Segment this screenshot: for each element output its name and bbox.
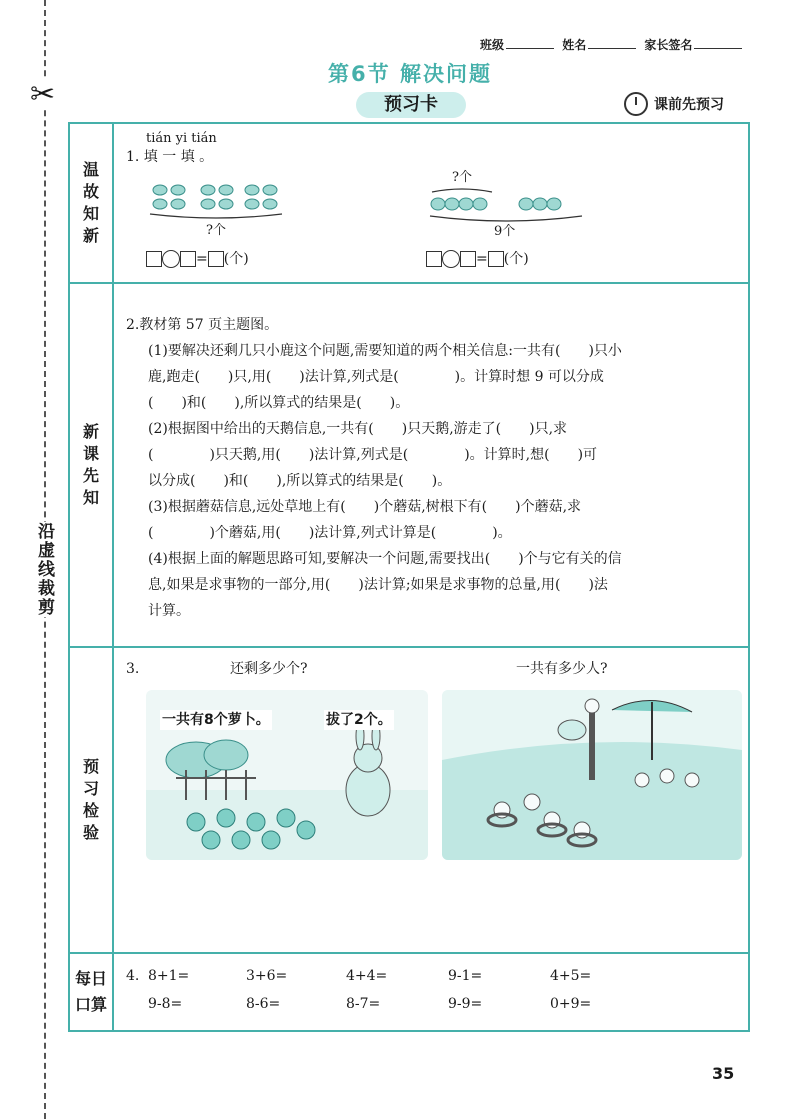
swimming-people-illustration: [442, 690, 742, 860]
operator-circle[interactable]: [442, 250, 460, 268]
class-label: 班级: [480, 38, 505, 52]
right-question-label: ?个: [452, 170, 472, 185]
q1-title: 1. 填 一 填 。: [126, 149, 214, 165]
scissors-icon: ✂: [30, 77, 56, 112]
side-label-review: 温故知新: [70, 124, 114, 282]
q2-line: (1)要解决还剩几只小鹿这个问题,需要知道的两个相关信息:一共有( )只小: [148, 343, 622, 359]
bubble-total: 一共有8个萝卜。: [162, 712, 270, 728]
side-label-new: 新课先知: [70, 284, 114, 646]
new-lesson-row: [70, 284, 748, 648]
q2-line: ( )只天鹅,用( )法计算,列式是( )。计算时,想( )可: [148, 447, 598, 463]
bubble-pulled: 拔了2个。: [326, 712, 392, 728]
q4-num: 4.: [126, 968, 140, 984]
q3-left-title: 还剩多少个?: [230, 661, 308, 677]
answer-box[interactable]: [208, 251, 224, 267]
q2-content: [126, 284, 748, 646]
q3-right-title: 一共有多少人?: [516, 661, 608, 677]
calc-item: 0+9=: [550, 996, 592, 1012]
cut-instruction: 沿虚线裁剪: [30, 522, 58, 617]
calc-item: 8-7=: [346, 996, 381, 1012]
q2-line: 以分成( )和( ),所以算式的结果是( )。: [148, 473, 452, 489]
review-row: [70, 124, 748, 284]
q2-title: 2.教材第 57 页主题图。: [126, 317, 279, 333]
calc-item: 9-1=: [448, 968, 483, 984]
calc-item: 4+5=: [550, 968, 592, 984]
right-equation: = (个): [426, 246, 529, 272]
q1-pinyin: tián yi tián: [146, 131, 217, 146]
q2-line: 计算。: [148, 603, 190, 619]
q2-line: 息,如果是求事物的一部分,用( )法计算;如果是求事物的总量,用( )法: [148, 577, 608, 593]
student-info: [480, 36, 746, 53]
name-blank[interactable]: [588, 48, 636, 49]
card-title: 预习卡: [356, 92, 466, 118]
alarm-clock-icon: [624, 92, 648, 116]
left-question-label: ?个: [206, 223, 226, 238]
q2-line: ( )和( ),所以算式的结果是( )。: [148, 395, 410, 411]
operator-circle[interactable]: [162, 250, 180, 268]
group-picture-right: [426, 186, 586, 226]
preview-text: 课前先预习: [654, 97, 724, 113]
answer-box[interactable]: [146, 251, 162, 267]
q2-line: 鹿,跑走( )只,用( )法计算,列式是( )。计算时想 9 可以分成: [148, 369, 604, 385]
q3-num: 3.: [126, 661, 140, 677]
preview-label: [624, 92, 724, 116]
daily-calc-row: [70, 954, 748, 1030]
q1-content: [126, 124, 748, 282]
page-number: 35: [712, 1064, 735, 1083]
q2-line: (4)根据上面的解题思路可知,要解决一个问题,需要找出( )个与它有关的信: [148, 551, 622, 567]
answer-box[interactable]: [460, 251, 476, 267]
preview-check-row: [70, 648, 748, 954]
calc-item: 8-6=: [246, 996, 281, 1012]
name-label: 姓名: [562, 38, 587, 52]
q4-content: [126, 954, 748, 1030]
answer-box[interactable]: [426, 251, 442, 267]
calc-item: 8+1=: [148, 968, 190, 984]
group-picture-left: [146, 182, 286, 222]
calc-item: 4+4=: [346, 968, 388, 984]
section-title: 第6节 解决问题: [328, 62, 492, 86]
calc-item: 3+6=: [246, 968, 288, 984]
worksheet-frame: [68, 122, 750, 1032]
class-blank[interactable]: [506, 48, 554, 49]
q2-line: (3)根据蘑菇信息,远处草地上有( )个蘑菇,树根下有( )个蘑菇,求: [148, 499, 582, 515]
q3-content: [126, 648, 748, 952]
side-label-check: 预习检验: [70, 648, 114, 952]
calc-item: 9-9=: [448, 996, 483, 1012]
right-total-label: 9个: [494, 224, 516, 239]
q2-line: (2)根据图中给出的天鹅信息,一共有( )只天鹅,游走了( )只,求: [148, 421, 568, 437]
q2-line: ( )个蘑菇,用( )法计算,列式计算是( )。: [148, 525, 512, 541]
parent-blank[interactable]: [694, 48, 742, 49]
answer-box[interactable]: [180, 251, 196, 267]
answer-box[interactable]: [488, 251, 504, 267]
pool-picture: [442, 690, 742, 860]
calc-item: 9-8=: [148, 996, 183, 1012]
side-label-daily: 每日 口算: [70, 954, 114, 1030]
left-equation: = (个): [146, 246, 249, 272]
parent-label: 家长签名: [644, 38, 693, 52]
q2-text: [126, 312, 726, 624]
